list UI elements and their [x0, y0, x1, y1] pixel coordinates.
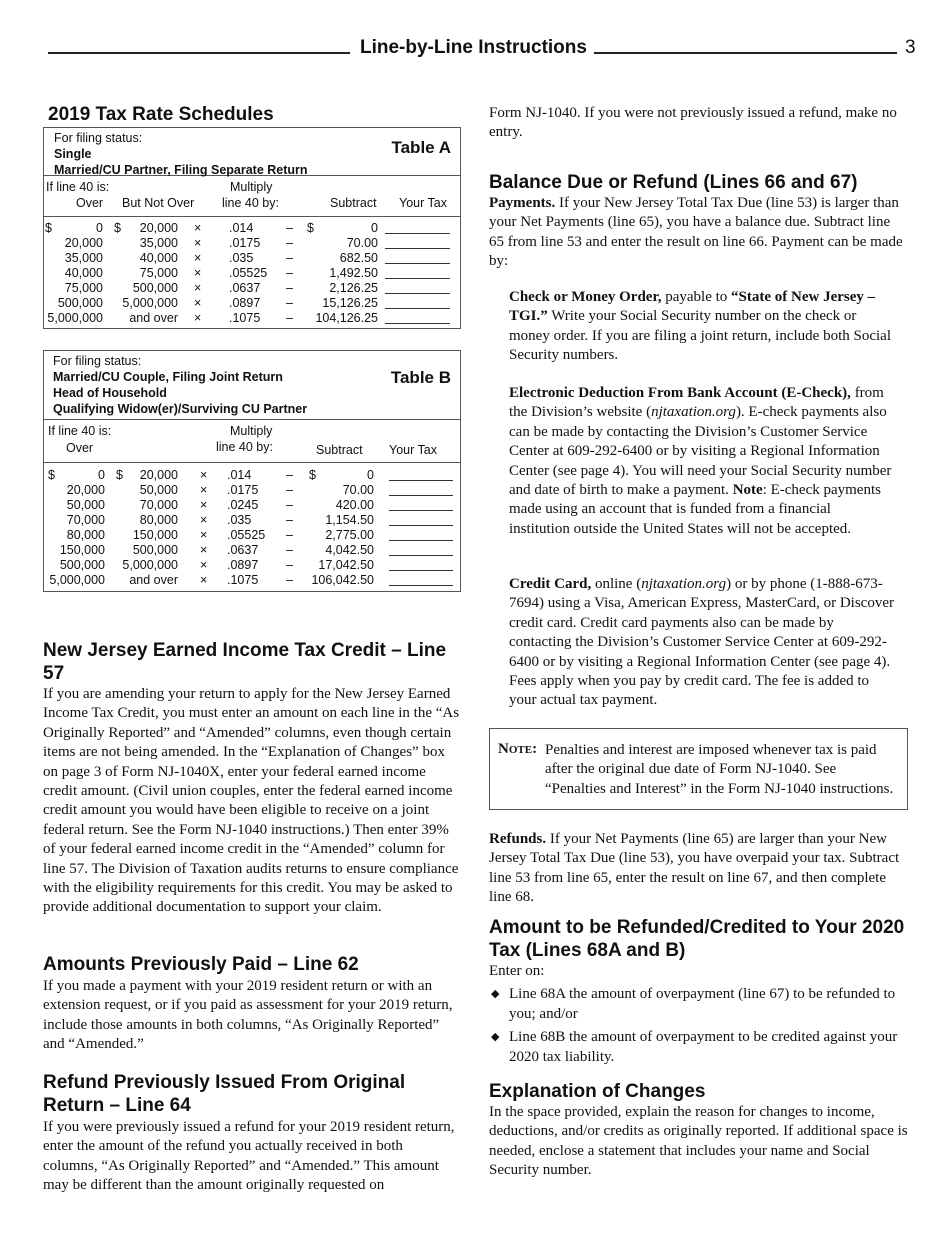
bracket-not-over: 500,000 [132, 281, 178, 295]
your-tax-blank [389, 485, 453, 496]
bracket-rate: .035 [227, 513, 252, 527]
header-rule-left [48, 52, 350, 54]
bracket-not-over: 5,000,000 [122, 296, 178, 310]
refund-prev-continued: Form NJ-1040. If you were not previously issued a refund, make no entry. [489, 105, 897, 141]
times-symbol: × [194, 311, 202, 325]
schedules-title: 2019 Tax Rate Schedules [48, 104, 274, 125]
check-payable: payable to [665, 289, 728, 305]
col-subtract: Subtract [330, 196, 377, 210]
payments-paragraph [489, 194, 908, 272]
table-a-label: Table A [391, 138, 451, 157]
section-balance [489, 171, 908, 272]
table-b-status [44, 351, 460, 420]
cc-text-2: ) or by phone (1-888-673-7694) using a Visa, American Express, MasterCard, or Discover credit card. Credit card payments also can be made by contacting the Division’s Customer Service Center at 609-292-6400 or by visiting a Regional Information Center (see page 4). Fees apply when you pay by credit card. The fee is added to your actual tax payment. [509, 576, 894, 709]
bracket-rate: .014 [227, 468, 252, 482]
check-option [509, 288, 894, 366]
bracket-rate: .0897 [227, 558, 259, 572]
tax-bracket-row [44, 468, 460, 483]
minus-symbol: – [286, 311, 293, 325]
bracket-subtract: 1,492.50 [329, 266, 378, 280]
status-intro: For filing status: [53, 354, 142, 368]
tax-bracket-row [44, 221, 460, 236]
status-widow: Qualifying Widow(er)/Surviving CU Partner [53, 402, 308, 416]
payments-label: Payments. [489, 195, 556, 211]
times-symbol: × [194, 221, 202, 235]
col-subtract: Subtract [316, 443, 363, 457]
bracket-rate: .014 [229, 221, 254, 235]
table-a-column-headers [44, 176, 460, 217]
bracket-over: 500,000 [57, 296, 103, 310]
times-symbol: × [194, 281, 202, 295]
bracket-over: 5,000,000 [47, 311, 103, 325]
times-symbol: × [200, 573, 208, 587]
bracket-rate: .0637 [227, 543, 259, 557]
bracket-over: 5,000,000 [49, 573, 105, 587]
table-b-column-headers [44, 420, 460, 463]
echeck-site-link[interactable]: njtaxation.org [651, 404, 736, 421]
bracket-subtract: 15,126.25 [322, 296, 378, 310]
tax-bracket-row [44, 236, 460, 251]
prev-paid-text: If you made a payment with your 2019 resident return or with an extension request, or if you paid as assessment for your 2019 return, include those amounts in both columns, “As Originally Reported” and “Amended.” [43, 978, 453, 1053]
bracket-over: 80,000 [66, 528, 105, 542]
bracket-subtract: 2,775.00 [325, 528, 374, 542]
check-payee: “State of New Jersey – TGI.” [509, 289, 876, 325]
refunds-paragraph [489, 830, 908, 908]
your-tax-blank [385, 283, 450, 294]
bracket-over: 70,000 [66, 513, 105, 527]
bracket-subtract: 4,042.50 [325, 543, 374, 557]
your-tax-blank [385, 268, 450, 279]
bracket-rate: .0175 [229, 236, 261, 250]
times-symbol: × [200, 498, 208, 512]
bracket-subtract: 1,154.50 [325, 513, 374, 527]
col-if-line: If line 40 is: [46, 180, 110, 194]
bracket-subtract: 420.00 [335, 498, 374, 512]
check-label: Check or Money Order, [509, 289, 662, 305]
bracket-over: 500,000 [59, 558, 105, 572]
note-box [489, 728, 908, 810]
minus-symbol: – [286, 528, 293, 542]
tax-bracket-row [44, 311, 460, 326]
cc-paragraph [509, 575, 894, 711]
credit-card-option [509, 575, 894, 711]
times-symbol: × [200, 468, 208, 482]
tax-bracket-row [44, 498, 460, 513]
bracket-rate: .035 [229, 251, 254, 265]
status-separate: Married/CU Partner, Filing Separate Return [54, 163, 308, 177]
col-multiply-line: line 40 by: [222, 196, 279, 210]
bracket-subtract: 70.00 [342, 483, 374, 497]
times-symbol: × [200, 513, 208, 527]
your-tax-blank [389, 560, 453, 571]
section-eitc [43, 639, 461, 918]
bracket-not-over: 20,000 [139, 221, 178, 235]
echeck-text-1: from the Division’s website ( [509, 385, 884, 421]
bracket-not-over: 70,000 [139, 498, 178, 512]
table-a-rows [44, 217, 460, 328]
bracket-rate: .05525 [229, 266, 268, 280]
col-if-line: If line 40 is: [48, 424, 112, 438]
bracket-rate: .05525 [227, 528, 266, 542]
check-text: Write your Social Security number on the check or money order. If you are filing a joint return, include both Social Security numbers. [509, 308, 891, 364]
minus-symbol: – [286, 558, 293, 572]
bracket-over: 20,000 [64, 236, 103, 250]
tax-table-b [43, 350, 461, 592]
dollar-sign: $ [114, 221, 121, 235]
dollar-sign: $ [45, 221, 52, 235]
echeck-note-label: Note [732, 482, 763, 499]
your-tax-blank [389, 575, 453, 586]
bracket-not-over: 50,000 [139, 483, 178, 497]
your-tax-blank [385, 238, 450, 249]
bracket-not-over: 500,000 [132, 543, 178, 557]
bracket-not-over: and over [129, 573, 178, 587]
col-over: Over [76, 196, 104, 210]
bracket-subtract: 17,042.50 [318, 558, 374, 572]
bracket-rate: .0897 [229, 296, 261, 310]
bracket-rate: .1075 [227, 573, 259, 587]
tax-bracket-row [44, 251, 460, 266]
dollar-sign: $ [307, 221, 314, 235]
minus-symbol: – [286, 498, 293, 512]
echeck-text-2: ). E-check payments also can be made by contacting the Division’s Customer Service Center at 609-292-6400 or by visiting a Regional Information Center (see page 4). You will need your Social Security number and date of birth to make a payment. [509, 404, 892, 499]
bullet-item [489, 1028, 908, 1067]
dollar-sign: $ [309, 468, 316, 482]
times-symbol: × [194, 296, 202, 310]
bracket-subtract: 0 [367, 468, 374, 482]
explanation-heading: Explanation of Changes [489, 1081, 706, 1102]
bullet-item [489, 985, 908, 1024]
cc-site-link[interactable]: njtaxation.org [641, 576, 727, 592]
cc-label: Credit Card, [509, 576, 592, 592]
col-but-not-over: But Not Over [122, 196, 195, 210]
cc-text-1: online ( [594, 576, 642, 592]
refund-prev-heading: Refund Previously Issued From Original Return – Line 64 [43, 1072, 406, 1116]
tax-table-a [43, 127, 461, 329]
minus-symbol: – [286, 266, 293, 280]
echeck-label: Electronic Deduction From Bank Account (E-Check), [509, 385, 851, 401]
page-number: 3 [905, 37, 916, 58]
bracket-rate: .1075 [229, 311, 261, 325]
refunds-label: Refunds. [489, 831, 547, 847]
note-text: Penalties and interest are imposed whenever tax is paid after the original due date of Form NJ-1040. See “Penalties and Interest” in the Form NJ-1040 instructions. [545, 742, 894, 797]
bracket-rate: .0637 [229, 281, 261, 295]
bracket-not-over: 80,000 [139, 513, 178, 527]
times-symbol: × [194, 266, 202, 280]
col-multiply: Multiply [230, 424, 273, 438]
bracket-not-over: 75,000 [139, 266, 178, 280]
bullet-text: Line 68A the amount of overpayment (line 67) to be refunded to you; and/or [509, 986, 896, 1022]
minus-symbol: – [286, 543, 293, 557]
bracket-subtract: 106,042.50 [311, 573, 374, 587]
tax-bracket-row [44, 483, 460, 498]
minus-symbol: – [286, 281, 293, 295]
check-paragraph [509, 288, 894, 366]
prev-paid-heading: Amounts Previously Paid – Line 62 [43, 954, 359, 975]
your-tax-blank [389, 515, 453, 526]
bracket-not-over: 5,000,000 [122, 558, 178, 572]
your-tax-blank [385, 313, 450, 324]
minus-symbol: – [286, 468, 293, 482]
times-symbol: × [194, 251, 202, 265]
your-tax-blank [385, 298, 450, 309]
tax-bracket-row [44, 543, 460, 558]
bracket-over: 50,000 [66, 498, 105, 512]
bracket-subtract: 70.00 [346, 236, 378, 250]
bracket-subtract: 0 [371, 221, 378, 235]
tax-bracket-row [44, 513, 460, 528]
bracket-over: 20,000 [66, 483, 105, 497]
bracket-not-over: 35,000 [139, 236, 178, 250]
tax-bracket-row [44, 266, 460, 281]
table-b-rows [44, 463, 460, 591]
bracket-over: 0 [96, 221, 103, 235]
col-over: Over [66, 441, 94, 455]
your-tax-blank [389, 545, 453, 556]
your-tax-blank [385, 253, 450, 264]
echeck-option [509, 384, 894, 539]
refunds-text: If your Net Payments (line 65) are larger than your New Jersey Total Tax Due (line 53), you have overpaid your tax. Subtract line 53 from line 65, enter the result on line 67, and then complete line 68. [489, 831, 900, 906]
status-head-household: Head of Household [53, 386, 167, 400]
times-symbol: × [200, 483, 208, 497]
minus-symbol: – [286, 251, 293, 265]
bullet-text: Line 68B the amount of overpayment to be credited against your 2020 tax liability. [509, 1029, 898, 1065]
table-b-label: Table B [390, 368, 451, 387]
bracket-subtract: 104,126.25 [315, 311, 378, 325]
enter-on: Enter on: [489, 963, 545, 979]
eitc-heading: New Jersey Earned Income Tax Credit – Line 57 [43, 640, 447, 684]
tax-bracket-row [44, 528, 460, 543]
bracket-rate: .0245 [227, 498, 259, 512]
status-single: Single [54, 147, 92, 161]
balance-heading: Balance Due or Refund (Lines 66 and 67) [489, 172, 858, 193]
col-your-tax: Your Tax [389, 443, 437, 457]
note-label: Note: [498, 741, 538, 757]
section-refund-credit [489, 916, 908, 1067]
tax-bracket-row [44, 573, 460, 588]
col-multiply: Multiply [230, 180, 273, 194]
minus-symbol: – [286, 221, 293, 235]
header-rule-right [594, 52, 897, 54]
bracket-over: 35,000 [64, 251, 103, 265]
section-refund-prev [43, 1071, 461, 1196]
diamond-bullet-icon: ◆ [491, 1031, 500, 1044]
minus-symbol: – [286, 513, 293, 527]
section-previously-paid [43, 953, 461, 1055]
bracket-over: 75,000 [64, 281, 103, 295]
minus-symbol: – [286, 483, 293, 497]
tax-bracket-row [44, 296, 460, 311]
col-your-tax: Your Tax [399, 196, 447, 210]
section-explanation [489, 1080, 908, 1181]
your-tax-blank [385, 223, 450, 234]
status-intro: For filing status: [54, 131, 143, 145]
bracket-subtract: 682.50 [339, 251, 378, 265]
echeck-paragraph [509, 384, 894, 539]
bracket-not-over: 150,000 [132, 528, 178, 542]
times-symbol: × [200, 528, 208, 542]
times-symbol: × [200, 558, 208, 572]
bracket-not-over: and over [129, 311, 178, 325]
tax-bracket-row [44, 281, 460, 296]
table-a-status [44, 128, 460, 176]
bracket-not-over: 20,000 [139, 468, 178, 482]
minus-symbol: – [286, 236, 293, 250]
col-multiply-line: line 40 by: [216, 440, 273, 454]
status-joint: Married/CU Couple, Filing Joint Return [53, 370, 283, 384]
bracket-over: 40,000 [64, 266, 103, 280]
dollar-sign: $ [48, 468, 55, 482]
explanation-text: In the space provided, explain the reason for changes to income, deductions, and/or credits as originally reported. If additional space is needed, enclose a statement that includes your name and Social Security number. [489, 1104, 908, 1179]
eitc-text: If you are amending your return to apply for the New Jersey Earned Income Tax Credit, you must enter an amount on each line in the “As Originally Reported” and “Amended” columns, even though certain items are not being amended. In the “Explanation of Changes” box on page 3 of Form NJ-1040X, enter your federal earned income credit amount. (Civil union couples, enter the federal earned income credit amount you would have been eligible to receive on a joint federal return. See the Form NJ-1040 instructions.) Then enter 39% of your federal earned income credit in the “Amended” column for line 57. The Division of Taxation audits returns to ensure compliance with the eligibility requirements for this credit. You may be asked to provide additional documentation to support your claim. [43, 686, 460, 916]
refund-credit-heading: Amount to be Refunded/Credited to Your 2020 Tax (Lines 68A and B) [489, 917, 905, 961]
tax-bracket-row [44, 558, 460, 573]
page-header-title: Line-by-Line Instructions [360, 37, 587, 58]
dollar-sign: $ [116, 468, 123, 482]
times-symbol: × [200, 543, 208, 557]
bracket-rate: .0175 [227, 483, 259, 497]
times-symbol: × [194, 236, 202, 250]
your-tax-blank [389, 470, 453, 481]
your-tax-blank [389, 500, 453, 511]
bracket-not-over: 40,000 [139, 251, 178, 265]
bracket-over: 150,000 [59, 543, 105, 557]
minus-symbol: – [286, 573, 293, 587]
minus-symbol: – [286, 296, 293, 310]
bracket-subtract: 2,126.25 [329, 281, 378, 295]
payments-text: If your New Jersey Total Tax Due (line 53) is larger than your Net Payments (line 65), you have a balance due. Subtract line 65 from line 53 and enter the result on line 66. Payment can be made by: [489, 195, 903, 270]
echeck-note-text: : E-check payments made using an account that is funded from a financial institution outside the United States will not be accepted. [509, 482, 881, 537]
refund-prev-text: If you were previously issued a refund for your 2019 resident return, enter the amount of the refund you actually received in both columns, “As Originally Reported” and “Amended.” This amount may be different than the amount originally requested on [43, 1119, 455, 1194]
diamond-bullet-icon: ◆ [491, 988, 500, 1001]
your-tax-blank [389, 530, 453, 541]
section-refunds [489, 830, 908, 908]
bracket-over: 0 [98, 468, 105, 482]
